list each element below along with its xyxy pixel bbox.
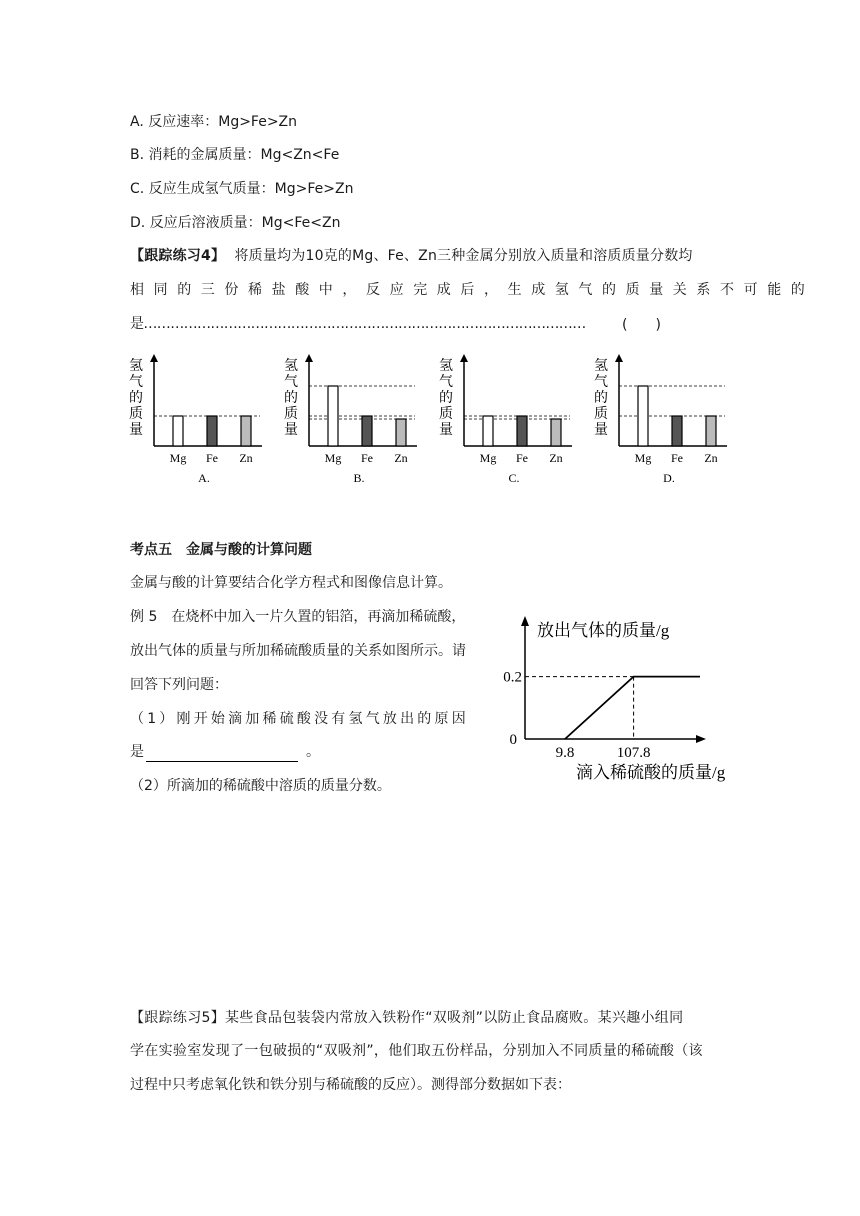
question2: （2）所滴加的稀硫酸中溶质的质量分数。 bbox=[130, 778, 391, 794]
y-axis-title: 放出气体的质量/g bbox=[537, 621, 670, 640]
bar-mg bbox=[173, 416, 183, 446]
option-a: A. 反应速率：Mg>Fe>Zn bbox=[130, 114, 298, 130]
y-axis-arrow bbox=[305, 354, 313, 362]
y-axis-label-char: 气 bbox=[284, 375, 298, 390]
bar-fe bbox=[672, 416, 682, 446]
y-axis-label-char: 量 bbox=[284, 423, 298, 438]
category-label-mg: Mg bbox=[169, 451, 187, 465]
panel-label: D. bbox=[663, 471, 675, 485]
practice4-line3: 是……………………………………………………………………………………… bbox=[130, 316, 586, 332]
category-label-zn: Zn bbox=[704, 451, 718, 465]
bar-mg bbox=[483, 416, 493, 446]
x-tick-label: 107.8 bbox=[616, 745, 651, 761]
y-axis-label-char: 的 bbox=[439, 391, 453, 406]
practice5-line2: 学在实验室发现了一包破损的“双吸剂”，他们取五份样品，分别加入不同质量的稀硫酸（该 bbox=[130, 1043, 703, 1059]
panel-label: B. bbox=[353, 471, 365, 485]
y-axis-label-char: 量 bbox=[129, 423, 143, 438]
option-b: B. 消耗的金属质量：Mg<Zn<Fe bbox=[130, 147, 340, 163]
panel-label: C. bbox=[508, 471, 520, 485]
series-line bbox=[565, 677, 700, 739]
example5-line3: 回答下列问题： bbox=[130, 677, 228, 693]
practice4-line1: 【跟踪练习4】 将质量均为10克的Mg、Fe、Zn三种金属分别放入质量和溶质质量分数均 bbox=[130, 248, 693, 264]
option-c: C. 反应生成氢气质量：Mg>Fe>Zn bbox=[130, 181, 354, 197]
bar-mg bbox=[328, 386, 338, 446]
practice4-line2: 相同的三份稀盐酸中，反应完成后，生成氢气的质量关系不可能的 bbox=[130, 282, 815, 298]
category-label-mg: Mg bbox=[634, 451, 652, 465]
section5-intro: 金属与酸的计算要结合化学方程式和图像信息计算。 bbox=[130, 575, 452, 591]
category-label-fe: Fe bbox=[361, 451, 373, 465]
y-axis-label-char: 的 bbox=[594, 391, 608, 406]
bar-zn bbox=[706, 416, 716, 446]
bar-zn bbox=[551, 419, 561, 446]
y-axis-arrow bbox=[615, 354, 623, 362]
y-axis-label-char: 的 bbox=[129, 391, 143, 406]
answer-parentheses: ( ) bbox=[622, 317, 661, 333]
example5-line2: 放出气体的质量与所加稀硫酸质量的关系如图所示。请 bbox=[130, 643, 466, 659]
y-tick-label: 0.2 bbox=[503, 669, 522, 686]
y-axis-label-char: 氢 bbox=[439, 359, 453, 374]
question1-line1: （1）刚开始滴加稀硫酸没有氢气放出的原因 bbox=[130, 711, 469, 727]
category-label-fe: Fe bbox=[516, 451, 528, 465]
question1-line2: 是 。 bbox=[130, 744, 320, 760]
y-axis-arrow bbox=[460, 354, 468, 362]
category-label-fe: Fe bbox=[671, 451, 683, 465]
category-label-mg: Mg bbox=[479, 451, 497, 465]
y-axis-label-char: 气 bbox=[594, 375, 608, 390]
category-label-zn: Zn bbox=[394, 451, 408, 465]
practice5-line3: 过程中只考虑氧化铁和铁分别与稀硫酸的反应）。测得部分数据如下表： bbox=[130, 1077, 571, 1093]
gas-mass-chart bbox=[500, 608, 750, 788]
hydrogen-mass-option-charts bbox=[120, 350, 760, 490]
bar-chart-a bbox=[129, 354, 262, 485]
y-axis-label-char: 氢 bbox=[594, 359, 608, 374]
bar-chart-c bbox=[439, 354, 572, 485]
origin-label: 0 bbox=[509, 732, 517, 748]
y-axis-label-char: 质 bbox=[439, 407, 453, 422]
category-label-zn: Zn bbox=[239, 451, 253, 465]
y-axis-label-char: 气 bbox=[439, 375, 453, 390]
y-axis-label-char: 质 bbox=[129, 407, 143, 422]
category-label-mg: Mg bbox=[324, 451, 342, 465]
practice5-line1: 【跟踪练习5】某些食品包装袋内常放入铁粉作“双吸剂”以防止食品腐败。某兴趣小组同 bbox=[130, 1010, 684, 1026]
y-axis-label-char: 氢 bbox=[129, 359, 143, 374]
y-axis-label-char: 质 bbox=[594, 407, 608, 422]
bar-chart-b bbox=[284, 354, 417, 485]
category-label-zn: Zn bbox=[549, 451, 563, 465]
practice4-label: 【跟踪练习4】 bbox=[130, 248, 226, 264]
x-tick-label: 9.8 bbox=[555, 745, 575, 761]
y-axis-label-char: 氢 bbox=[284, 359, 298, 374]
option-d: D. 反应后溶液质量：Mg<Fe<Zn bbox=[130, 215, 341, 231]
y-axis-label-char: 质 bbox=[284, 407, 298, 422]
x-axis-arrow bbox=[696, 735, 706, 743]
y-axis-arrow bbox=[521, 616, 529, 626]
y-axis-arrow bbox=[150, 354, 158, 362]
y-axis-label-char: 量 bbox=[594, 423, 608, 438]
y-axis-label-char: 的 bbox=[284, 391, 298, 406]
bar-zn bbox=[241, 416, 251, 446]
bar-chart-d bbox=[594, 354, 727, 485]
category-label-fe: Fe bbox=[206, 451, 218, 465]
y-axis-label-char: 气 bbox=[129, 375, 143, 390]
bar-fe bbox=[207, 416, 217, 446]
example5-line1: 例 5 在烧杯中加入一片久置的铝箔，再滴加稀硫酸， bbox=[130, 609, 466, 625]
answer-blank[interactable] bbox=[146, 745, 298, 762]
bar-fe bbox=[362, 416, 372, 446]
x-axis-title: 滴入稀硫酸的质量/g bbox=[576, 763, 726, 782]
bar-mg bbox=[638, 386, 648, 446]
section5-title: 考点五 金属与酸的计算问题 bbox=[130, 542, 312, 558]
panel-label: A. bbox=[198, 471, 210, 485]
y-axis-label-char: 量 bbox=[439, 423, 453, 438]
bar-zn bbox=[396, 419, 406, 446]
bar-fe bbox=[517, 416, 527, 446]
